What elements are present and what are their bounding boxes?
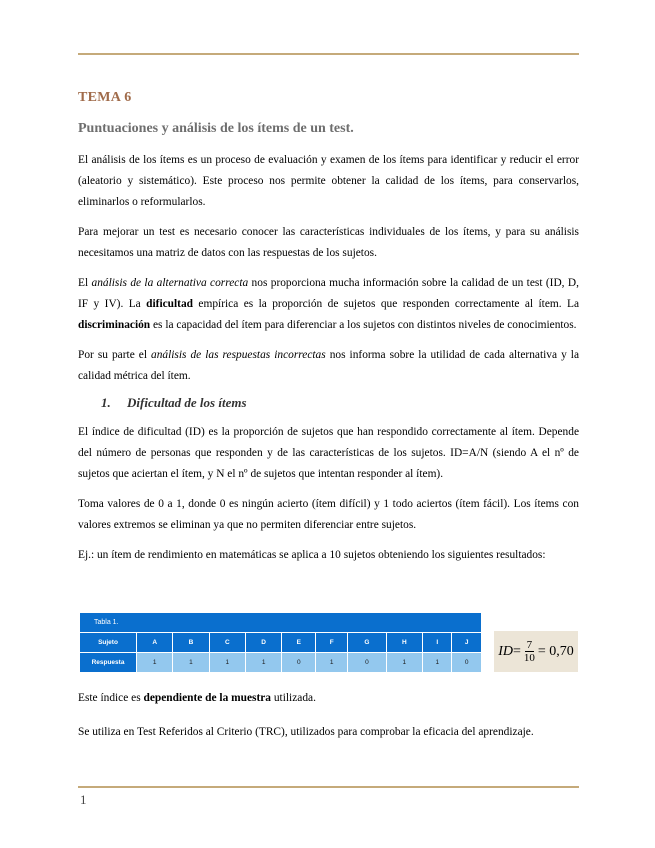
text-run: es la capacidad del ítem para diferenciar a los sujetos con distintos niveles de conocimientos. — [150, 319, 577, 331]
table-header-cell: J — [452, 633, 482, 653]
emphasis-correct-alternative: análisis de la alternativa correcta — [91, 277, 249, 289]
header-rule — [78, 53, 579, 55]
table-cell: 1 — [386, 653, 422, 673]
table-header-cell: B — [173, 633, 209, 653]
table-header-cell: I — [423, 633, 452, 653]
table-cell: 1 — [245, 653, 281, 673]
table-cell: 1 — [209, 653, 245, 673]
table-row — [80, 653, 482, 673]
text-run: utilizada. — [271, 692, 316, 704]
difficulty-formula — [494, 631, 578, 672]
footer-rule — [78, 786, 579, 788]
table-header-cell: C — [209, 633, 245, 653]
document-body — [78, 90, 579, 566]
formula-lhs: ID — [498, 643, 513, 659]
chapter-subtitle: Puntuaciones y análisis de los ítems de un test. — [78, 121, 354, 136]
paragraph-value-range: Toma valores de 0 a 1, donde 0 es ningún acierto (ítem difícil) y 1 todo aciertos (ítem fácil). Los ítems con valores extremos se eliminan ya que no permiten diferenciar entre sujetos. — [78, 498, 579, 531]
paragraph-example: Ej.: un ítem de rendimiento en matemáticas se aplica a 10 sujetos obteniendo los siguientes resultados: — [78, 549, 546, 561]
paragraph-sample-dependence — [78, 688, 579, 709]
paragraph-matrix: Para mejorar un test es necesario conocer las características individuales de los ítems, y para su análisis necesitamos una matriz de datos con las respuestas de los sujetos. — [78, 226, 579, 259]
table-row-label: Respuesta — [80, 653, 137, 673]
formula-numerator: 7 — [526, 639, 533, 651]
table-cell: 1 — [173, 653, 209, 673]
bold-sample-dependent: dependiente de la muestra — [143, 692, 271, 704]
paragraph-intro: El análisis de los ítems es un proceso de evaluación y examen de los ítems para identificar y reducir el error (aleatorio y sistemático). Este proceso nos permite obtener la calidad de los ítems, para conservarlos, eliminarlos o reformularlos. — [78, 154, 579, 208]
paragraph-correct-alternative — [78, 273, 579, 336]
formula-denominator: 10 — [523, 652, 535, 664]
paragraph-difficulty-index: El índice de dificultad (ID) es la proporción de sujetos que han respondido correctamente al ítem. Depende del número de personas que responden y de las características de los sujetos. ID=A/N (siendo A el nº de sujetos que aciertan el ítem, y N el nº de sujetos que intentan responder al ítem). — [78, 426, 579, 480]
closing-paragraphs — [78, 688, 579, 743]
page-number: 1 — [80, 792, 87, 807]
formula-result: = 0,70 — [537, 643, 574, 659]
table-header-cell: F — [316, 633, 348, 653]
table-cell: 0 — [348, 653, 387, 673]
formula-fraction — [524, 639, 535, 664]
table-header-cell: H — [386, 633, 422, 653]
table-cell: 0 — [282, 653, 316, 673]
table-grid — [80, 613, 482, 673]
bold-dificultad: dificultad — [146, 298, 194, 310]
text-run: empírica es la proporción de sujetos que responden correctamente al ítem. La — [193, 298, 580, 310]
section-heading — [101, 393, 579, 413]
table-cell: 1 — [316, 653, 348, 673]
table-header-label: Sujeto — [80, 633, 137, 653]
table-header-cell: E — [282, 633, 316, 653]
bold-discriminacion: discriminación — [78, 319, 151, 331]
text-run: nos proporciona mucha información sobre la calidad de un test (ID, D, IF y IV). La — [78, 277, 579, 310]
table-header-cell: A — [137, 633, 173, 653]
section-title: Dificultad de los ítems — [127, 395, 247, 410]
table-caption-row — [80, 613, 482, 633]
table-header-cell: D — [245, 633, 281, 653]
table-cell: 1 — [423, 653, 452, 673]
text-run: nos informa sobre la utilidad de cada alternativa y la calidad métrica del ítem. — [78, 349, 579, 382]
section-number: 1. — [101, 395, 111, 410]
table-cell: 1 — [137, 653, 173, 673]
table-caption: Tabla 1. — [80, 613, 482, 633]
table-header-row — [80, 633, 482, 653]
formula-equals: = — [512, 643, 521, 659]
paragraph-incorrect-responses — [78, 345, 579, 387]
text-run: El — [78, 277, 92, 289]
results-table — [80, 613, 482, 673]
text-run: Este índice es — [78, 692, 144, 704]
chapter-title: TEMA 6 — [78, 90, 132, 105]
table-header-cell: G — [348, 633, 387, 653]
emphasis-incorrect-responses: análisis de las respuestas incorrectas — [151, 349, 326, 361]
paragraph-trc: Se utiliza en Test Referidos al Criterio (TRC), utilizados para comprobar la eficacia del aprendizaje. — [78, 726, 534, 738]
table-cell: 0 — [452, 653, 482, 673]
text-run: Por su parte el — [78, 349, 151, 361]
